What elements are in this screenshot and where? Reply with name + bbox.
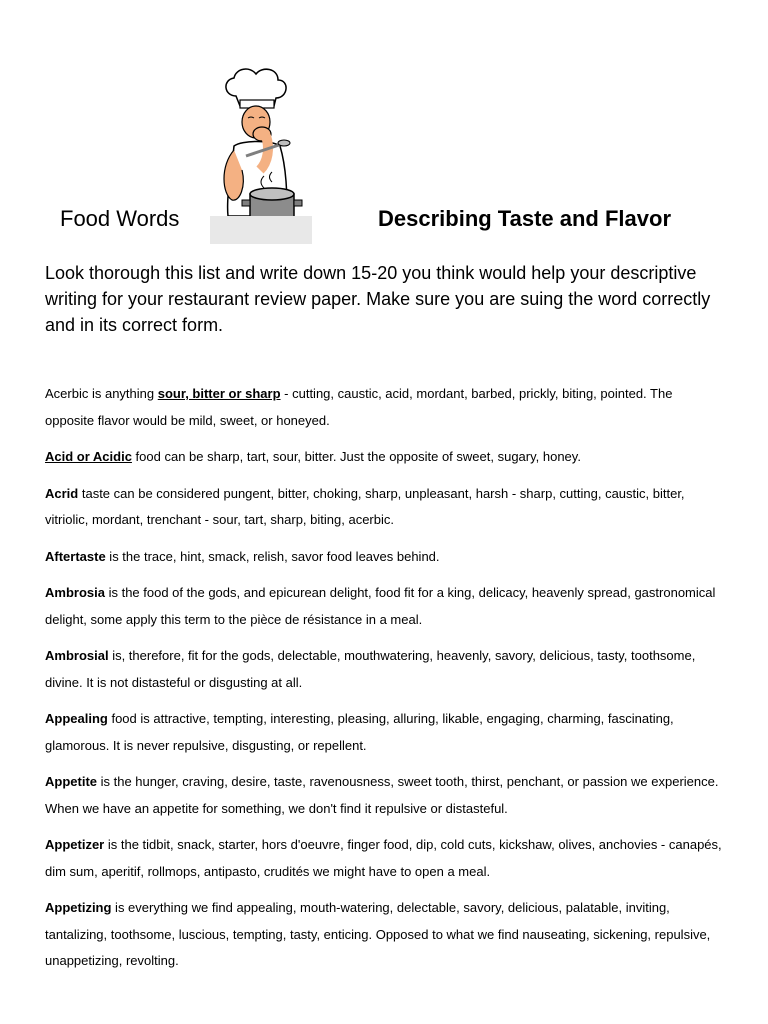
entry-definition: - cutting, caustic, acid, mordant, barbed, prickly, biting, pointed. The opposite flavor would be mild, sweet, or honeyed.	[45, 386, 673, 428]
entry-definition: food is attractive, tempting, interesting, pleasing, alluring, likable, engaging, charming, fascinating, glamorous. It is never repulsive, disgusting, or repellent.	[45, 711, 674, 753]
glossary-entry	[45, 381, 725, 434]
page-title-left: Food Words	[60, 206, 180, 231]
glossary-entry	[45, 832, 725, 885]
glossary-entry	[45, 895, 725, 975]
entry-term: Acrid	[45, 485, 79, 501]
glossary-entry	[45, 580, 725, 633]
glossary-list	[45, 381, 725, 985]
entry-term: Ambrosial	[45, 648, 109, 663]
entry-definition: is, therefore, fit for the gods, delectable, mouthwatering, heavenly, savory, delicious, tasty, toothsome, divine. It is not distasteful or disgusting at all.	[45, 648, 696, 690]
entry-underlined-term: sour, bitter or sharp	[157, 386, 281, 401]
glossary-entry	[45, 706, 725, 759]
entry-definition: is the food of the gods, and epicurean delight, food fit for a king, delicacy, heavenly spread, gastronomical delight, some apply this term to the pièce de résistance in a meal.	[45, 585, 716, 627]
entry-definition: taste can be considered pungent, bitter, choking, sharp, unpleasant, harsh - sharp, cutting, caustic, bitter, vitriolic, mordant, trenchant - sour, tart, sharp, biting, acerbic.	[45, 485, 685, 527]
entry-term: Aftertaste	[45, 548, 106, 564]
entry-definition: is everything we find appealing, mouth-watering, delectable, savory, delicious, palatable, inviting, tantalizing, toothsome, luscious, tempting, tasty, enticing. Opposed to what we find nauseating, sickening, repulsive, unappetizing, revolting.	[45, 900, 711, 968]
entry-underlined-term: Acid or Acidic	[45, 449, 132, 464]
glossary-entry	[45, 643, 725, 696]
page-title-right: Describing Taste and Flavor	[378, 206, 672, 231]
entry-term: Appetizer	[45, 837, 105, 852]
instructions-paragraph: Look thorough this list and write down 15-20 you think would help your descriptive writing for your restaurant review paper. Make sure you are suing the word correctly and in its correct form.	[45, 263, 711, 335]
glossary-entry	[45, 769, 725, 822]
entry-term: Appetite	[45, 774, 97, 789]
entry-lead-text: Acerbic is anything	[45, 386, 158, 401]
glossary-entry	[45, 544, 725, 571]
entry-definition: is the tidbit, snack, starter, hors d'oeuvre, finger food, dip, cold cuts, kickshaw, olives, anchovies - canapés, dim sum, aperitif, rollmops, antipasto, crudités we might have to open a meal.	[45, 837, 722, 879]
entry-term: Appetizing	[45, 900, 112, 915]
entry-term: Appealing	[45, 711, 108, 726]
chef-tasting-icon	[206, 66, 316, 246]
entry-definition: is the trace, hint, smack, relish, savor food leaves behind.	[105, 548, 440, 564]
entry-term: Ambrosia	[45, 585, 105, 600]
glossary-entry	[45, 444, 725, 471]
glossary-entry	[45, 481, 725, 534]
entry-definition: is the hunger, craving, desire, taste, ravenousness, sweet tooth, thirst, penchant, or passion we experience. When we have an appetite for something, we don't find it repulsive or distasteful.	[45, 774, 719, 816]
entry-definition: food can be sharp, tart, sour, bitter. Just the opposite of sweet, sugary, honey.	[131, 449, 581, 464]
